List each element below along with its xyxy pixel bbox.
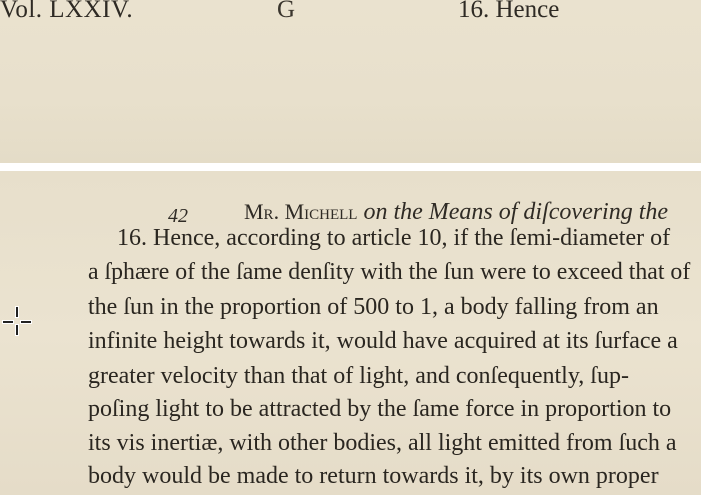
signature-letter: G (277, 0, 296, 23)
volume-signature: Vol. LXXIV. (0, 0, 134, 23)
previous-page-scan (0, 0, 701, 163)
running-head-author: Mr. Michell (244, 199, 358, 224)
page-divider (0, 163, 701, 171)
text-line: greater velocity than that of light, and conſequently, ſup- (88, 363, 629, 389)
text-line: a ſphære of the ſame denſity with the ſun were to exceed that of (88, 259, 691, 285)
running-head-title (244, 199, 668, 226)
cursor-arm-left (3, 321, 13, 323)
cursor-arm-top (16, 307, 18, 317)
text-line: the ſun in the proportion of 500 to 1, a body falling from an (88, 294, 659, 320)
running-head-rest: on the Means of diſcovering the (363, 199, 669, 225)
text-line: infinite height towards it, would have acquired at its ſurface a (88, 328, 678, 354)
page-number: 42 (168, 205, 188, 227)
catchword: 16. Hence (458, 0, 560, 23)
crosshair-cursor-icon (3, 307, 33, 337)
text-line: its vis inertiæ, with other bodies, all light emitted from ſuch a (88, 430, 677, 456)
cursor-arm-bottom (16, 325, 18, 335)
text-line: body would be made to return towards it, by its own proper (88, 463, 659, 489)
cursor-arm-right (21, 321, 31, 323)
text-line: poſing light to be attracted by the ſame force in proportion to (88, 396, 672, 422)
text-line: 16. Hence, according to article 10, if the ſemi-diameter of (117, 225, 671, 251)
